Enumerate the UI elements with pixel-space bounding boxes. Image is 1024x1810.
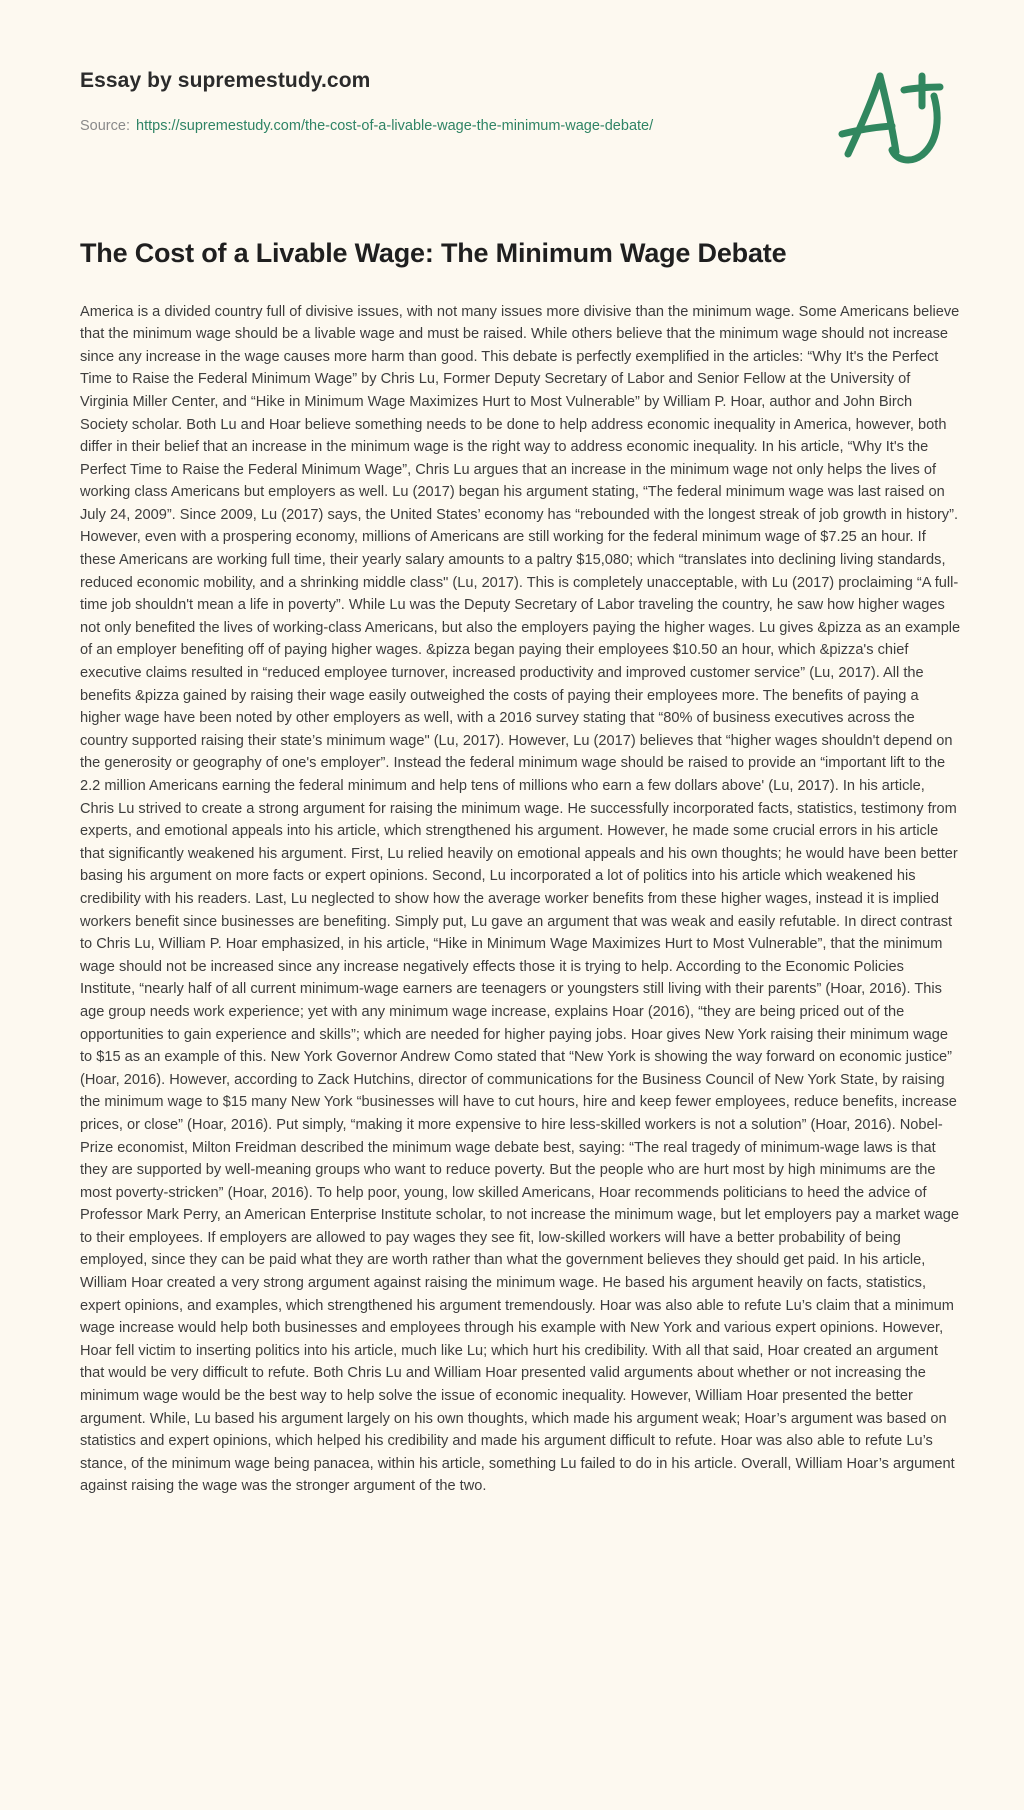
source-url-link[interactable]: https://supremestudy.com/the-cost-of-a-livable-wage-the-minimum-wage-debate/ [136, 118, 654, 135]
article [0, 236, 1024, 1538]
a-plus-logo-icon [830, 62, 950, 174]
page-title: The Cost of a Livable Wage: The Minimum Wage Debate [80, 238, 787, 268]
article-paragraph: America is a divided country full of divisive issues, with not many issues more divisive than the minimum wage. Some Americans believe that the minimum wage should be a livable wage and must be raised. While others believe that the minimum wage should not increase since any increase in the wage causes more harm than good. This debate is perfectly exemplified in the articles: “Why It's the Perfect Time to Raise the Federal Minimum Wage” by Chris Lu, Former Deputy Secretary of Labor and Senior Fellow at the University of Virginia Miller Center, and “Hike in Minimum Wage Maximizes Hurt to Most Vulnerable” by William P. Hoar, author and John Birch Society scholar. Both Lu and Hoar believe something needs to be done to help address economic inequality in America, however, both differ in their belief that an increase in the minimum wage is the right way to address economic inequality. In his article, “Why It's the Perfect Time to Raise the Federal Minimum Wage”, Chris Lu argues that an increase in the minimum wage not only helps the lives of working class Americans but employers as well. Lu (2017) began his argument stating, “The federal minimum wage was last raised on July 24, 2009”. Since 2009, Lu (2017) says, the United States’ economy has “rebounded with the longest streak of job growth in history”. However, even with a prospering economy, millions of Americans are still working for the federal minimum wage of $7.25 an hour. If these Americans are working full time, their yearly salary amounts to a paltry $15,080; which “translates into declining living standards, reduced economic mobility, and a shrinking middle class" (Lu, 2017). This is completely unacceptable, with Lu (2017) proclaiming “A full-time job shouldn't mean a life in poverty”. While Lu was the Deputy Secretary of Labor traveling the country, he saw how higher wages not only benefited the lives of working-class Americans, but also the employers paying the higher wages. Lu gives &pizza as an example of an employer benefiting off of paying higher wages. &pizza began paying their employees $10.50 an hour, which &pizza's chief executive claims resulted in “reduced employee turnover, increased productivity and improved customer service” (Lu, 2017). All the benefits &pizza gained by raising their wage easily outweighed the costs of paying their employees more. The benefits of paying a higher wage have been noted by other employers as well, with a 2016 survey stating that “80% of business executives across the country supported raising their state’s minimum wage" (Lu, 2017). However, Lu (2017) believes that “higher wages shouldn't depend on the generosity or geography of one's employer”. Instead the federal minimum wage should be raised to provide an “important lift to the 2.2 million Americans earning the federal minimum and help tens of millions who earn a few dollars above' (Lu, 2017). In his article, Chris Lu strived to create a strong argument for raising the minimum wage. He successfully incorporated facts, statistics, testimony from experts, and emotional appeals into his article, which strengthened his argument. However, he made some crucial errors in his article that significantly weakened his argument. First, Lu relied heavily on emotional appeals and his own thoughts; he would have been better basing his argument on more facts or expert opinions. Second, Lu incorporated a lot of politics into his article which weakened his credibility with his readers. Last, Lu neglected to show how the average worker benefits from these higher wages, instead it is implied workers benefit since businesses are benefiting. Simply put, Lu gave an argument that was weak and easily refutable. In direct contrast to Chris Lu, William P. Hoar emphasized, in his article, “Hike in Minimum Wage Maximizes Hurt to Most Vulnerable”, that the minimum wage should not be increased since any increase negatively effects those it is trying to help. According to the Economic Policies Institute, “nearly half of all current minimum-wage earners are teenagers or youngsters still living with their parents” (Hoar, 2016). This age group needs work experience; yet with any minimum wage increase, explains Hoar (2016), “they are being priced out of the opportunities to gain experience and skills”; which are needed for higher paying jobs. Hoar gives New York raising their minimum wage to $15 as an example of this. New York Governor Andrew Como stated that “New York is showing the way forward on economic justice” (Hoar, 2016). However, according to Zack Hutchins, director of communications for the Business Council of New York State, by raising the minimum wage to $15 many New York “businesses will have to cut hours, hire and keep fewer employees, reduce benefits, increase prices, or close” (Hoar, 2016). Put simply, “making it more expensive to hire less-skilled workers is not a solution” (Hoar, 2016). Nobel-Prize economist, Milton Freidman described the minimum wage debate best, saying: “The real tragedy of minimum-wage laws is that they are supported by well-meaning groups who want to reduce poverty. But the people who are hurt most by high minimums are the most poverty-stricken” (Hoar, 2016). To help poor, young, low skilled Americans, Hoar recommends politicians to heed the advice of Professor Mark Perry, an American Enterprise Institute scholar, to not increase the minimum wage, but let employers pay a market wage to their employees. If employers are allowed to pay wages they see fit, low-skilled workers will have a better probability of being employed, since they can be paid what they are worth rather than what the government believes they should get paid. In his article, William Hoar created a very strong argument against raising the minimum wage. He based his argument heavily on facts, statistics, expert opinions, and examples, which strengthened his argument tremendously. Hoar was also able to refute Lu’s claim that a minimum wage increase would help both businesses and employees through his example with New York and various expert opinions. However, Hoar fell victim to inserting politics into his article, much like Lu; which hurt his credibility. With all that said, Hoar created an argument that would be very difficult to refute. Both Chris Lu and William Hoar presented valid arguments about whether or not increasing the minimum wage would be the best way to help solve the issue of economic inequality. However, William Hoar presented the better argument. While, Lu based his argument largely on his own thoughts, which made his argument weak; Hoar’s argument was based on statistics and expert opinions, which helped his credibility and made his argument difficult to refute. Hoar was also able to refute Lu’s stance, of the minimum wage being panacea, within his article, something Lu failed to do in his article. Overall, William Hoar’s argument against raising the wage was the stronger argument of the two. [80, 303, 961, 1495]
site-header [0, 0, 1024, 172]
article-body [80, 301, 962, 1498]
source-line [80, 117, 960, 136]
brand-title: Essay by supremestudy.com [80, 69, 371, 92]
source-label: Source: [80, 118, 130, 135]
